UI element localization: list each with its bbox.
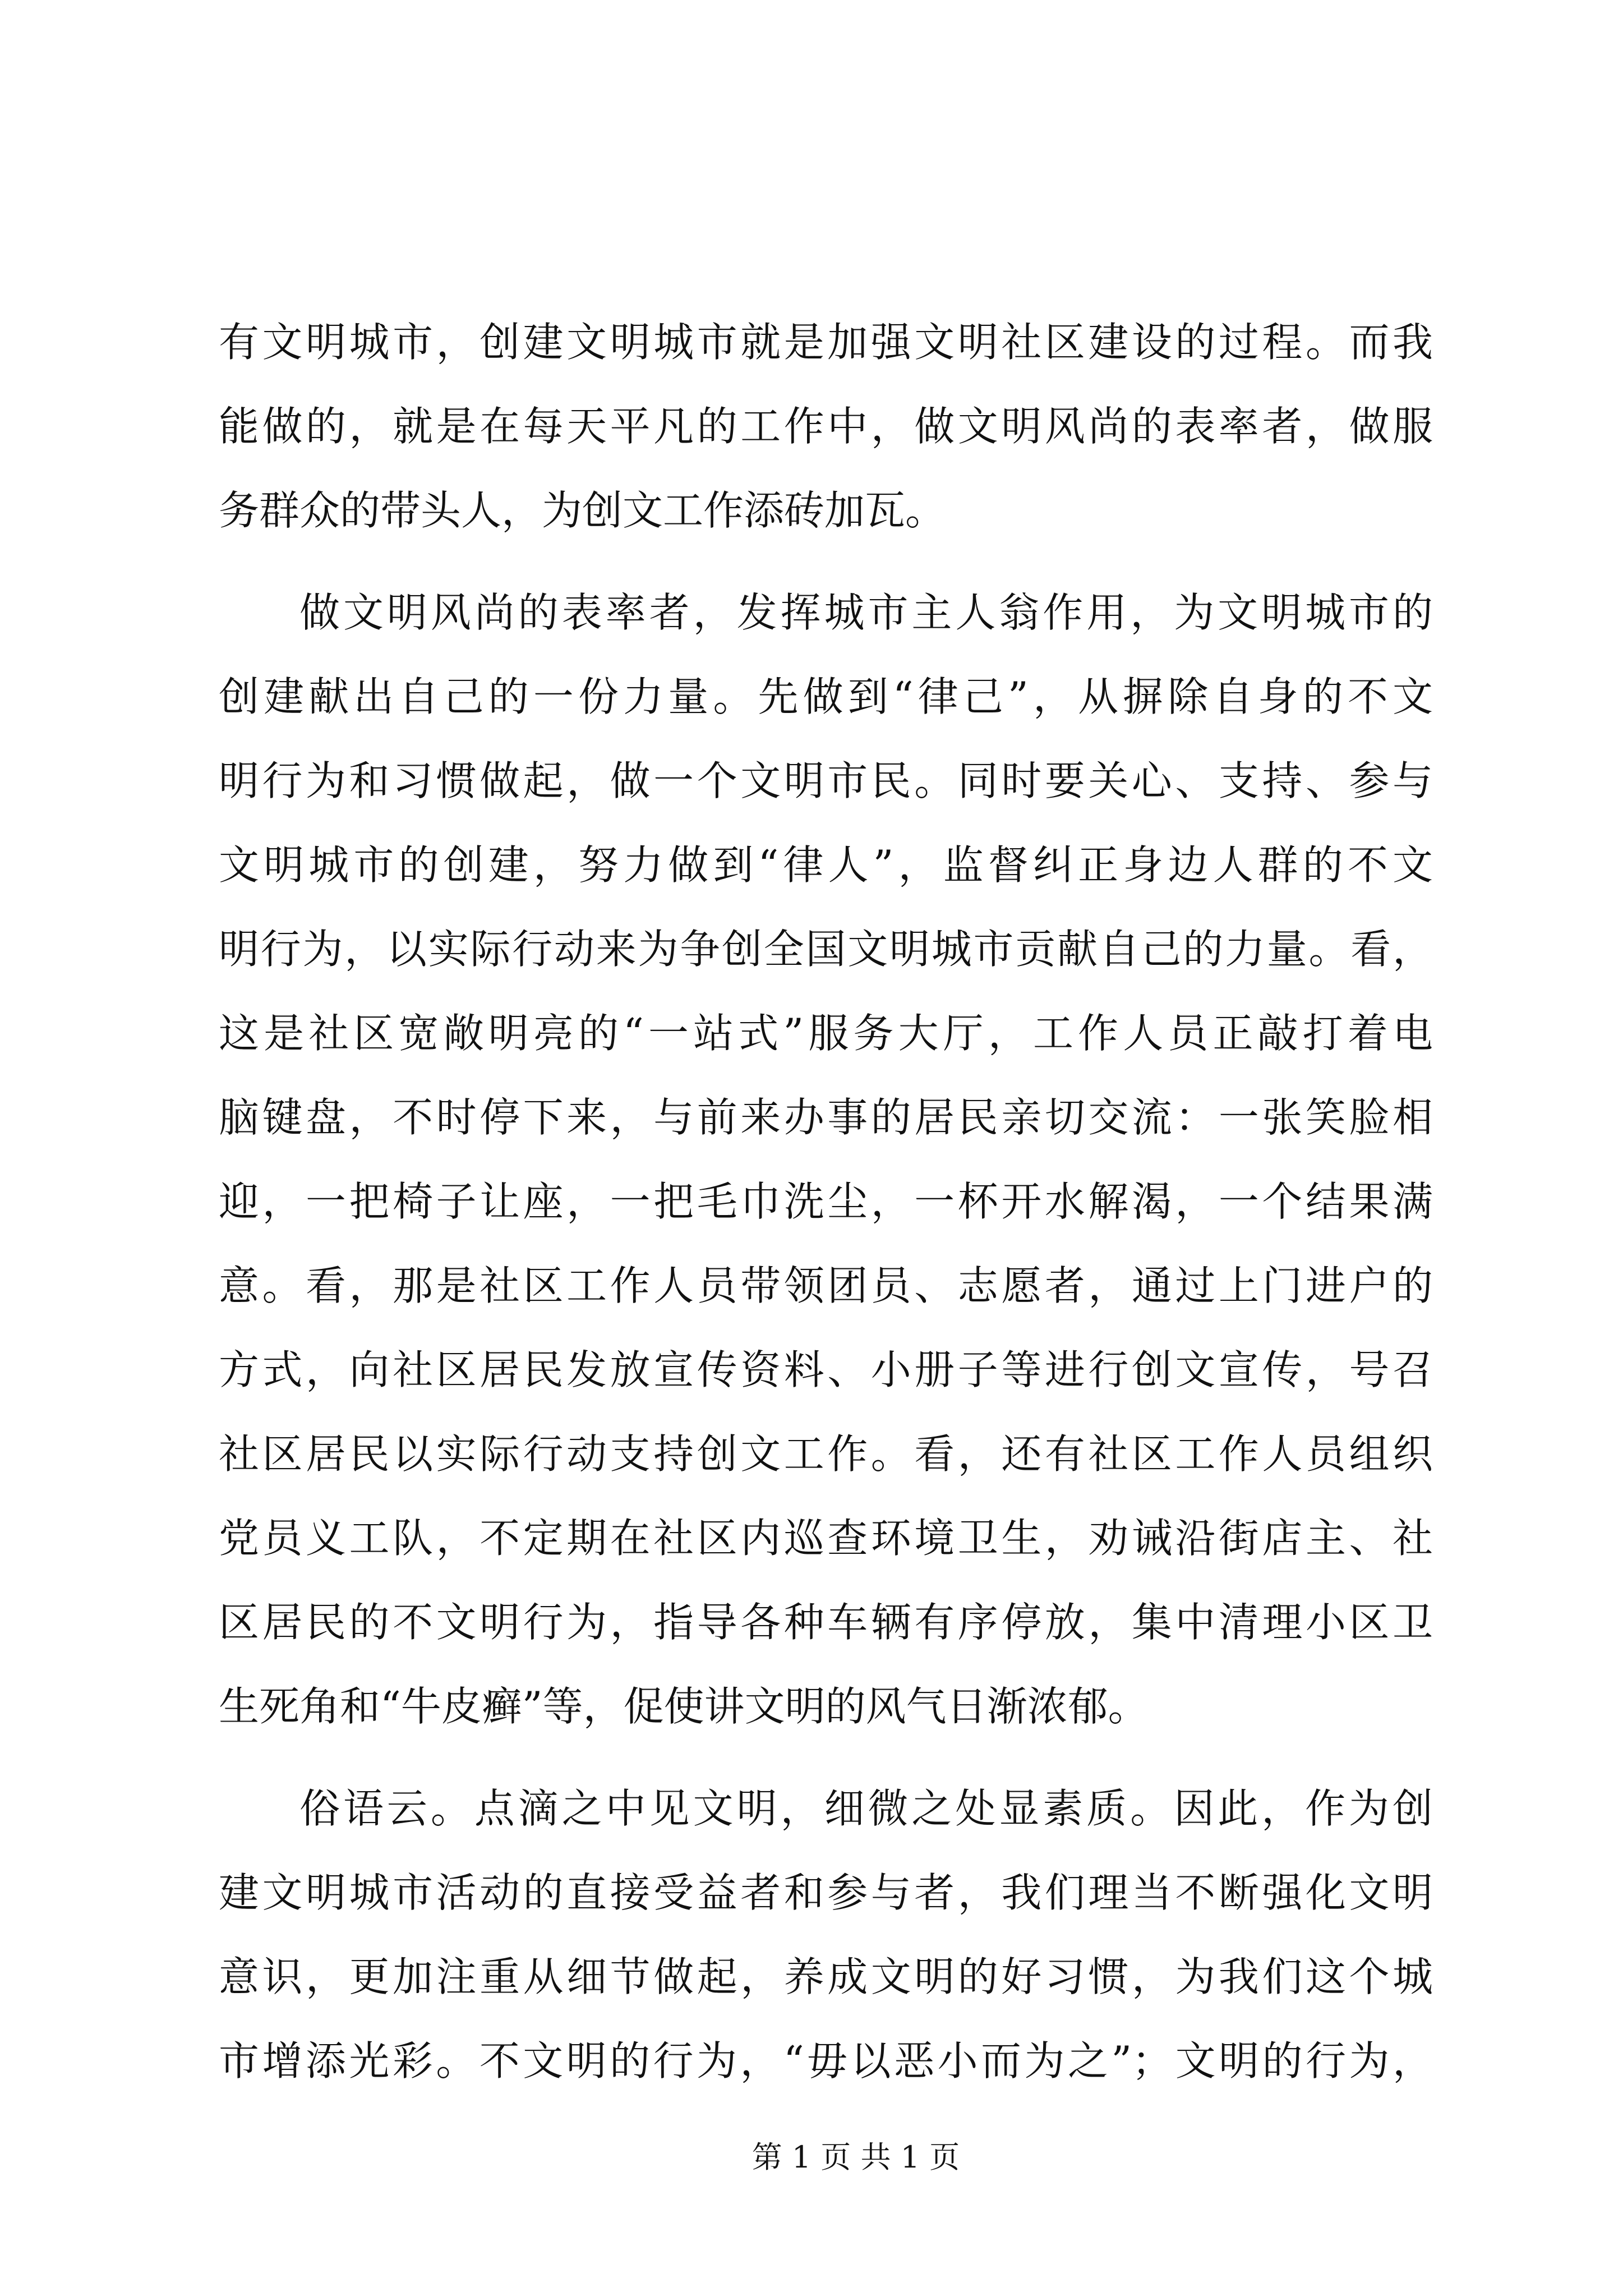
text-line: 这是社区宽敞明亮的“一站式”服务大厅，工作人员正敲打着电: [219, 1010, 1433, 1057]
text-line: 意识，更加注重从细节做起，养成文明的好习惯，为我们这个城: [219, 1953, 1433, 2000]
text-line: 文明城市的创建，努力做到“律人”，监督纠正身边人群的不文: [219, 841, 1433, 889]
text-line: 能做的，就是在每天平凡的工作中，做文明风尚的表率者，做服: [219, 403, 1433, 450]
text-line: 迎，一把椅子让座，一把毛巾洗尘，一杯开水解渴，一个结果满: [219, 1178, 1433, 1225]
paragraph: [219, 300, 1433, 553]
text-line: 俗语云。点滴之中见文明，细微之处显素质。因此，作为创: [299, 1785, 1433, 1832]
text-line: 市增添光彩。不文明的行为，“毋以恶小而为之”；文明的行为，: [219, 2037, 1433, 2085]
text-line: 务群众的带头人，为创文工作添砖加瓦。: [219, 487, 946, 534]
text-line: 建文明城市活动的直接受益者和参与者，我们理当不断强化文明: [219, 1869, 1433, 1916]
paragraph: [219, 570, 1433, 1749]
text-line: 明行为，以实际行动来为争创全国文明城市贡献自己的力量。看，: [219, 926, 1433, 973]
page-footer: 第 1 页 共 1 页: [751, 2139, 960, 2175]
text-line: 意。看，那是社区工作人员带领团员、志愿者，通过上门进户的: [219, 1262, 1433, 1309]
text-line: 党员义工队，不定期在社区内巡查环境卫生，劝诫沿街店主、社: [219, 1515, 1433, 1562]
text-line: 生死角和“牛皮癣”等，促使讲文明的风气日渐浓郁。: [219, 1683, 1149, 1730]
text-line: 创建献出自己的一份力量。先做到“律己”，从摒除自身的不文: [219, 673, 1433, 720]
text-line: 明行为和习惯做起，做一个文明市民。同时要关心、支持、参与: [219, 757, 1433, 804]
text-line: 脑键盘，不时停下来，与前来办事的居民亲切交流：一张笑脸相: [219, 1094, 1433, 1141]
text-line: 区居民的不文明行为，指导各种车辆有序停放，集中清理小区卫: [219, 1599, 1433, 1646]
body-text: [219, 300, 1433, 2103]
text-line: 有文明城市，创建文明城市就是加强文明社区建设的过程。而我: [219, 319, 1433, 366]
text-line: 社区居民以实际行动支持创文工作。看，还有社区工作人员组织: [219, 1430, 1433, 1478]
paragraph: [219, 1766, 1433, 2103]
text-line: 方式，向社区居民发放宣传资料、小册子等进行创文宣传，号召: [219, 1346, 1433, 1393]
text-line: 做文明风尚的表率者，发挥城市主人翁作用，为文明城市的: [299, 589, 1433, 636]
